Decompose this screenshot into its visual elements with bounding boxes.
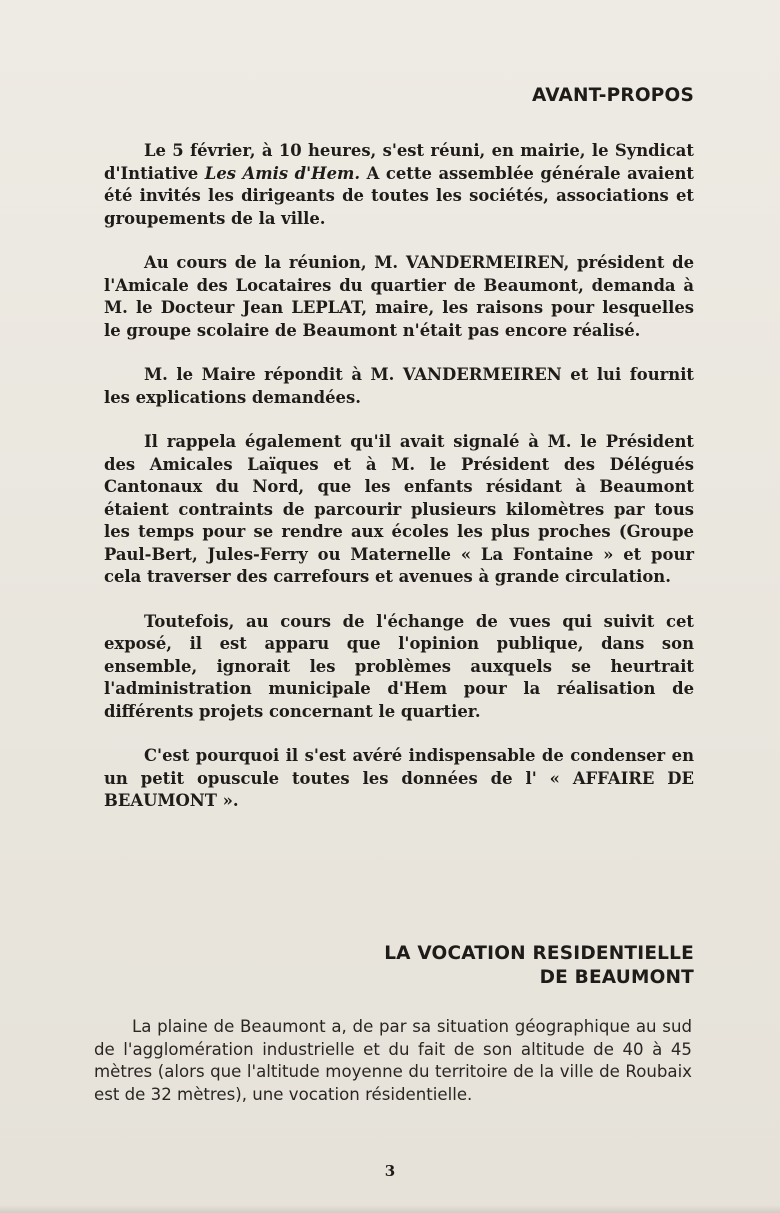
avant-propos-body — [104, 140, 694, 835]
paragraph-1 — [104, 140, 694, 230]
section-heading-vocation-line1: LA VOCATION RESIDENTIELLE — [384, 943, 694, 964]
paragraph-1-text-b: A cette assemblée générale avaient été invités les dirigeants de toutes les sociétés, associations et groupements de la ville. — [104, 163, 694, 228]
paragraph-5: Toutefois, au cours de l'échange de vues qui suivit cet exposé, il est apparu que l'opinion publique, dans son ensemble, ignorait les problèmes auxquels se heurtrait l'administration municipale d'Hem pour la réalisation de différents projets concernant le quartier. — [104, 611, 694, 721]
paragraph-2: Au cours de la réunion, M. VANDERMEIREN, président de l'Amicale des Locataires du quartier de Beaumont, demanda à M. le Docteur Jean LEPLAT, maire, les raisons pour lesquelles le groupe scolaire de Beaumont n'était pas encore réalisé. — [104, 253, 694, 340]
vocation-paragraph: La plaine de Beaumont a, de par sa situation géographique au sud de l'agglomération industrielle et du fait de son altitude de 40 à 45 mètres (alors que l'altitude moyenne du territoire de la ville de Roubaix est de 32 mètres), une vocation résidentielle. — [94, 1017, 692, 1104]
paragraph-4: Il rappela également qu'il avait signalé à M. le Président des Amicales Laïques et à M. le Président des Délégués Cantonaux du Nord, que les enfants résidant à Beaumont étaient contraints de parcourir plusieurs kilomètres par tous les temps pour se rendre aux écoles les plus proches (Groupe Paul-Bert, Jules-Ferry ou Maternelle « La Fontaine » et pour cela traverser des carrefours et avenues à grande circulation. — [104, 432, 694, 586]
paragraph-3: M. le Maire répondit à M. VANDERMEIREN et lui fournit les explications demandées. — [104, 365, 694, 407]
paragraph-1-text-a: Le 5 février, à 10 heures, s'est réuni, en mairie, le Syndicat d'Intiative — [104, 141, 694, 183]
section-heading-avant-propos: AVANT-PROPOS — [531, 85, 694, 106]
paragraph-6: C'est pourquoi il s'est avéré indispensable de condenser en un petit opuscule toutes les données de l' « AFFAIRE DE BEAUMONT ». — [104, 746, 694, 810]
page-number: 3 — [384, 1162, 396, 1180]
paragraph-1-italic-name: Les Amis d'Hem. — [204, 163, 361, 183]
section-heading-vocation — [384, 942, 694, 990]
section-heading-vocation-line2: DE BEAUMONT — [539, 967, 694, 988]
